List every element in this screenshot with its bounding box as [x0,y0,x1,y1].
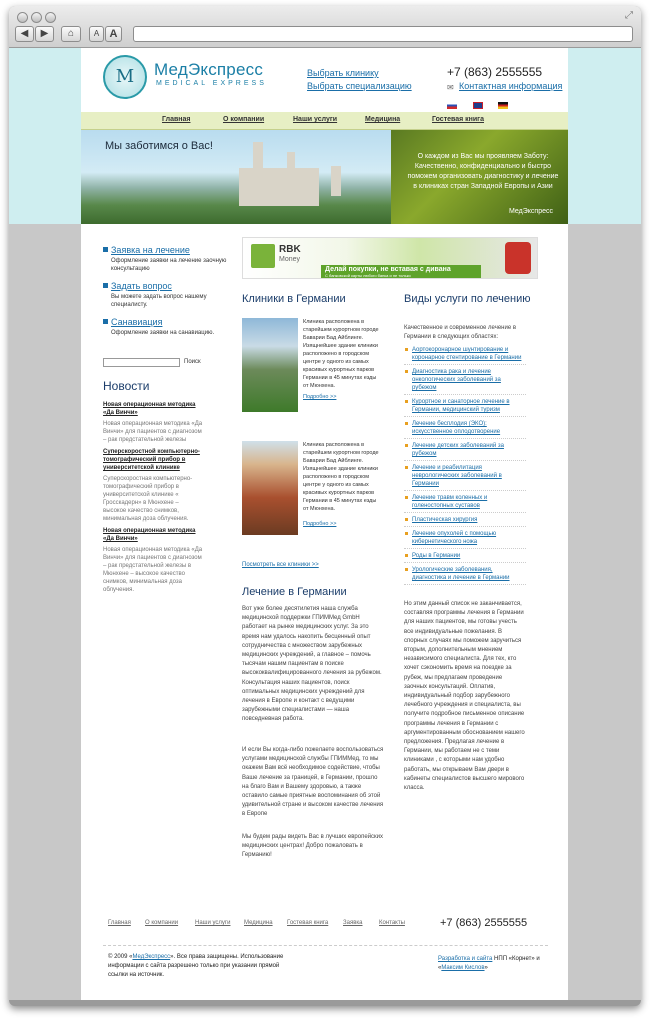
sidebar-desc: Вы можете задать вопрос нашему специалисту. [111,294,207,308]
clinic-more-link[interactable]: Подробно >> [303,521,337,527]
contact-info-link[interactable]: Контактная информация [459,81,563,91]
forward-arrow-icon[interactable]: ▶ [35,26,54,42]
home-icon[interactable]: ⌂ [61,26,81,42]
developer-credit [438,955,548,973]
search-form [103,350,201,368]
text-smaller-button[interactable]: A [89,26,104,42]
copyright-prefix: © 2009 « [108,954,133,960]
sidebar-item-air-ambulance[interactable] [103,317,228,337]
hero-banner [81,130,568,224]
header-phone: +7 (863) 2555555 [447,65,543,79]
promo-brand: RBK [279,244,301,255]
sidebar-link[interactable]: Задать вопрос [103,281,228,291]
developer-link[interactable]: Разработка и сайта [438,956,493,962]
nav-about[interactable]: О компании [223,116,265,123]
fullscreen-icon[interactable]: ⤢ [625,10,633,21]
browser-toolbar [9,6,641,48]
promo-strip [321,265,481,278]
footer-link-services[interactable]: Наши услуги [195,920,231,926]
logo-subtitle: MEDICAL EXPRESS [156,80,267,87]
castle-tower [253,142,263,172]
credit-end: » [484,965,488,971]
choose-clinic-link[interactable]: Выбрать клинику [307,68,379,78]
castle-tower [287,152,295,172]
treatment-heading: Лечение в Германии [242,586,347,598]
sidebar-link[interactable]: Заявка на лечение [103,245,228,255]
uk-flag-icon[interactable] [473,102,483,109]
promo-fineprint: С банковской карты любого банка и не только [325,273,411,278]
footer-link-request[interactable]: Заявка [343,920,363,926]
services-list [404,324,526,588]
minimize-window-button[interactable] [31,12,42,23]
rbk-logo-icon [251,244,275,268]
promo-brand-sub: Money [279,256,301,263]
service-item[interactable]: Курортное и санаторное лечение в Германии, медицинский туризм [404,398,526,417]
nav-guestbook[interactable]: Гостевая книга [432,116,484,123]
news-item-text: Суперскоростная компьютерно-томографический прибор в университетской клинике « Гросскадерн» в Мюнхене – высокое качество снимков, минимальная доза облучения. [103,476,193,522]
main-nav [81,112,568,130]
logo-name[interactable]: МедЭкспресс [154,60,264,79]
browser-window [9,6,641,1006]
castle-tower [331,166,341,196]
footer-divider [103,945,548,946]
service-item[interactable]: Диагностика рака и лечение онкологических заболеваний за рубежом [404,368,526,395]
service-item[interactable]: Аортокоронарное шунтирование и коронарное стентирование в Германии [404,346,526,365]
footer-link-guestbook[interactable]: Гостевая книга [287,920,329,926]
castle-body [239,168,319,206]
clinic-description: Клиника расположена в старейшем курортном городе Баварии Бад Айблинге. Изящнейшее здание клиники расположено в городском центре у одного из самых красивых курортных парков Германии в 45 минутах езды от Мюнхена. [303,442,379,512]
service-item[interactable]: Лечение и реабилитация неврологических заболеваний в Германии [404,464,526,491]
banner-text: О каждом из Вас мы проявляем Заботу: Качественно, конфиденциально и быстро поможем организовать диагностику и лечение в клиниках стран Западной Европы и Азии [407,153,559,190]
clinic-description: Клиника расположена в старейшем курортном городе Баварии Бад Айблинге. Изящнейшее здание клиники расположено в городском центре у одного из самых красивых курортных парков Германии в 45 минутах езды от Мюнхена. [303,319,379,389]
treatment-paragraph: Вот уже более десятилетия наша служба медицинской поддержки ГПИММед GmbH работает на рынке медицинских услуг. За это время нам удалось накопить бесценный опыт сотрудничества с множеством зарубежных медицинских учреждений, а главное – помочь тысячам нашим пациентам в поиске высококвалифицированного лечения за рубежом. Консультация наших пациентов, поиск оптимальных медицинских учреждений для лечения в Европе и контакт с ведущими зарубежными специалистами — наша повседневная работа. [242,606,382,723]
services-closing-text: Но этим данный список не заканчивается, составляя программы лечения в Германии для наших пациентов, мы готовы учесть все индивидуальные пожелания. В спорных случаях мы поможем заручиться вторым, дополнительным мнением независимого специалиста. Для тех, кто хочет сэкономить время на поездке за рубеж, мы предлагаем проведение заочных консультаций. Оплатив, индивидуальный подбор зарубежного лечебного учреждения и специалиста, вы получите подробное письменное описание программы лечения в Германии с аргументированным обоснованием нашего предложения. Предлагая лечение в Германии, мы работаем не с теми клиниками , с которыми нам удобно работать, мы открываем Вам двери в кабинеты специалистов высшего мирового класса. [404,601,525,792]
ru-flag-icon[interactable] [447,102,457,109]
search-button[interactable]: Поиск [184,359,201,365]
service-item[interactable]: Лечение травм коленных и голеностопных суставов [404,494,526,513]
footer-link-home[interactable]: Главная [108,920,131,926]
sidebar-item-question[interactable] [103,281,228,309]
service-item[interactable]: Лечение детских заболеваний за рубежом [404,442,526,461]
copyright-brand-link[interactable]: МедЭкспресс [132,954,171,960]
all-clinics-link[interactable]: Посмотреть все клиники >> [242,562,319,568]
sidebar-item-request[interactable] [103,245,228,273]
banner-signature: МедЭкспресс [509,208,553,215]
castle-landscape-image [81,130,391,224]
sidebar-link[interactable]: Санавиация [103,317,228,327]
news-item-title[interactable]: Суперскоростной компьютерно-томографический прибор в университетской клинике [103,449,200,471]
promo-slogan: Делай покупки, не вставая с дивана [325,266,451,273]
services-intro: Качественное и современное лечение в Германии в следующих областях: [404,325,517,340]
clinics-heading: Клиники в Германии [242,293,346,305]
footer-link-contacts[interactable]: Контакты [379,920,405,926]
clinic-more-link[interactable]: Подробно >> [303,394,337,400]
site-header [81,48,568,112]
copyright-text: ». Все права защищены. Использование информации с сайта разрешено только при указании прямой ссылки на источник. [108,954,284,978]
service-item[interactable]: Лечение опухолей с помощью кибернетического ножа [404,530,526,549]
nav-services[interactable]: Наши услуги [293,116,338,123]
close-window-button[interactable] [17,12,28,23]
designer-link[interactable]: Максим Кислов [441,965,485,971]
zoom-window-button[interactable] [45,12,56,23]
page-container [81,48,568,1000]
armchair-icon [505,242,531,274]
news-item-text: Новая операционная методика «Да Винчи» для пациентов с диагнозом – рак предстательной железы [103,421,203,443]
news-item-text: Новая операционная методика «Да Винчи» для пациентов с диагнозом – рак предстательной железы в Мюнхене – высокое качество снимков, минимальная доза облучения. [103,547,203,593]
service-item[interactable]: Роды в Германии [404,552,526,563]
sidebar-desc: Оформление заявки на санавиацию. [111,330,215,336]
footer-phone: +7 (863) 2555555 [440,917,528,929]
services-heading: Виды услуги по лечению [404,293,531,305]
back-arrow-icon[interactable]: ◀ [15,26,34,42]
search-input[interactable] [103,358,180,367]
envelope-icon: ✉ [447,83,454,92]
news-item-title[interactable]: Новая операционная методика «Да Винчи» [103,402,196,416]
nav-medicine[interactable]: Медицина [365,116,401,123]
treatment-paragraph: И если Вы когда-либо пожелаете воспользоваться услугами медицинской службы ГПИММед, то мы окажем Вам всё необходимое содействие, чтобы Ваше лечение за границей, в Германии, прошло на благо Вам и Вашему здоровью, а также оставило самые приятные воспоминания об этой удивительной стране и высоком качестве лечения в Европе [242,747,384,818]
treatment-paragraph: Мы будем рады видеть Вас в лучших европейских медицинских центрах! Добро пожаловать в Германию! [242,834,384,859]
text-larger-button[interactable]: A [105,26,122,42]
page-viewport [9,48,641,1000]
rbk-money-ad[interactable] [242,237,538,279]
logo-emblem-icon[interactable] [103,55,147,99]
credit-text: НПП «Корнет» и « [438,956,540,971]
service-item[interactable]: Урологические заболевания, диагностика и лечение в Германии [404,566,526,585]
news-heading: Новости [103,379,150,393]
service-item[interactable]: Лечение бесплодия (ЭКО): искусственное оплодотворение [404,420,526,439]
mountain-clinic-image[interactable] [242,318,298,412]
logo-glyph: M [115,66,135,87]
copyright [108,953,288,980]
banner-title: Мы заботимся о Вас! [105,140,213,152]
de-flag-icon[interactable] [498,102,508,109]
news-list [103,397,203,594]
footer-link-medicine[interactable]: Медицина [244,920,273,926]
service-item[interactable]: Пластическая хирургия [404,516,526,527]
address-bar[interactable] [133,26,633,42]
timber-house-clinic-image[interactable] [242,441,298,535]
footer-link-about[interactable]: О компании [145,920,179,926]
news-item-title[interactable]: Новая операционная методика «Да Винчи» [103,528,196,542]
sidebar-desc: Оформление заявки на лечение заочную консультацию [111,258,227,272]
choose-specialty-link[interactable]: Выбрать специализацию [307,81,412,91]
sidebar [103,245,228,345]
flower-image [391,130,568,224]
nav-home[interactable]: Главная [162,116,191,123]
